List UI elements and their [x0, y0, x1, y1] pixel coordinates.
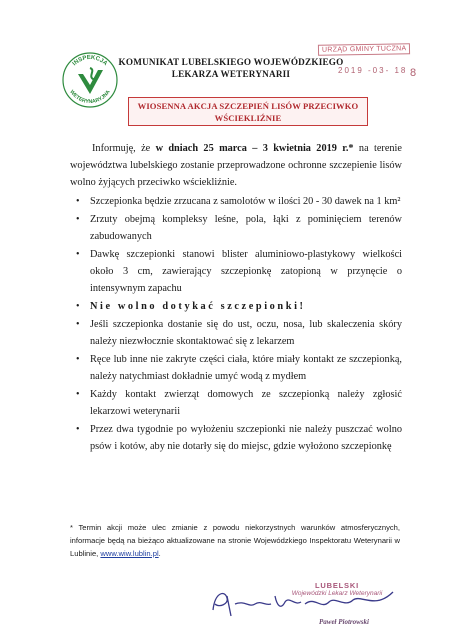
bullet-icon: • [76, 249, 80, 260]
header-line-2: LEKARZA WETERYNARII [171, 69, 291, 79]
stamp-number: 8 [410, 67, 417, 79]
title-banner [128, 97, 368, 126]
logo-icon [60, 50, 120, 110]
document-body [70, 140, 402, 456]
bullet-icon: • [76, 214, 80, 225]
bullet-text: Zrzuty obejmą kompleksy leśne, pola, łąki z pominięciem terenów zabudowanych [90, 214, 402, 242]
list-item [70, 421, 402, 455]
bullet-icon: • [76, 301, 80, 312]
bullet-icon: • [76, 319, 80, 330]
banner-title: WIOSENNA AKCJA SZCZEPIEŃ LISÓW PRZECIWKO WŚCIEKLIŹNIE [137, 101, 359, 123]
list-item [70, 386, 402, 420]
list-item [70, 246, 402, 297]
list-item [70, 316, 402, 350]
stamp-office-name: URZĄD GMINY TUCZNA [318, 43, 411, 56]
list-item [70, 298, 402, 315]
list-item [70, 211, 402, 245]
bullet-text: Przez dwa tygodnie po wyłożeniu szczepionki nie należy puszczać wolno psów i kotów, aby nie dotarły się do miejsc, gdzie wyłożono szczepionkę [90, 424, 402, 452]
intro-paragraph [70, 140, 402, 191]
stamp-line-2: Wojewódzki Lekarz Weterynarii [291, 590, 383, 597]
intro-prefix: Informuję, że [92, 143, 156, 154]
veterinary-inspection-logo [60, 50, 120, 110]
stamp-date: 2019 -03- 18 [338, 66, 408, 75]
bullet-icon: • [76, 389, 80, 400]
bullet-icon: • [76, 354, 80, 365]
list-item [70, 193, 402, 210]
intro-dates: w dniach 25 marca – 3 kwietnia 2019 r.* [155, 143, 354, 154]
footnote [70, 521, 400, 560]
warning-text: Nie wolno dotykać szczepionki! [90, 301, 306, 312]
bullet-text: Dawkę szczepionki stanowi blister aluminiowo-plastykowy wielkości około 3 cm, zawierający szczepionkę zatopioną w przynęcie o intensywnym zapachu [90, 249, 402, 294]
list-item [70, 351, 402, 385]
logo-text-top: INSPEKCJA [71, 54, 109, 68]
website-link[interactable]: www.wiw.lublin.pl [100, 549, 159, 558]
document-header [118, 56, 344, 80]
signatory-name: Paweł Piotrowski [319, 618, 369, 626]
bullet-text: Szczepionka będzie zrzucana z samolotów w ilości 20 - 30 dawek na 1 km² [90, 196, 401, 207]
intro-suffix: na terenie województwa lubelskiego zostanie przeprowadzone ochronne szczepienie lisów wolno żyjących przeciwko wściekliźnie. [70, 143, 402, 188]
bullet-icon: • [76, 196, 80, 207]
bullet-list [70, 193, 402, 455]
bullet-icon: • [76, 424, 80, 435]
bullet-text: Każdy kontakt zwierząt domowych ze szczepionką należy zgłosić lekarzowi weterynarii [90, 389, 402, 417]
bullet-text: Ręce lub inne nie zakryte części ciała, które miały kontakt ze szczepionką, należy natychmiast dokładnie umyć wodą z mydłem [90, 354, 402, 382]
logo-text-bottom: WETERYNARYJNA [68, 89, 112, 106]
office-received-stamp [318, 38, 424, 78]
footnote-text: * Termin akcji może ulec zmianie z powodu niekorzystnych warunków atmosferycznych, informacje będą na bieżąco aktualizowane na stronie Wojewódzkiego Inspektoratu Weterynarii w Lublinie, [70, 523, 400, 558]
footnote-end: . [158, 549, 161, 558]
bullet-text: Jeśli szczepionka dostanie się do ust, oczu, nosa, lub skaleczenia skóry należy niezwłocznie skontaktować się z lekarzem [90, 319, 402, 347]
header-line-1: KOMUNIKAT LUBELSKIEGO WOJEWÓDZKIEGO [118, 57, 344, 67]
stamp-line-1: LUBELSKI [315, 581, 359, 590]
official-stamp [287, 581, 387, 597]
